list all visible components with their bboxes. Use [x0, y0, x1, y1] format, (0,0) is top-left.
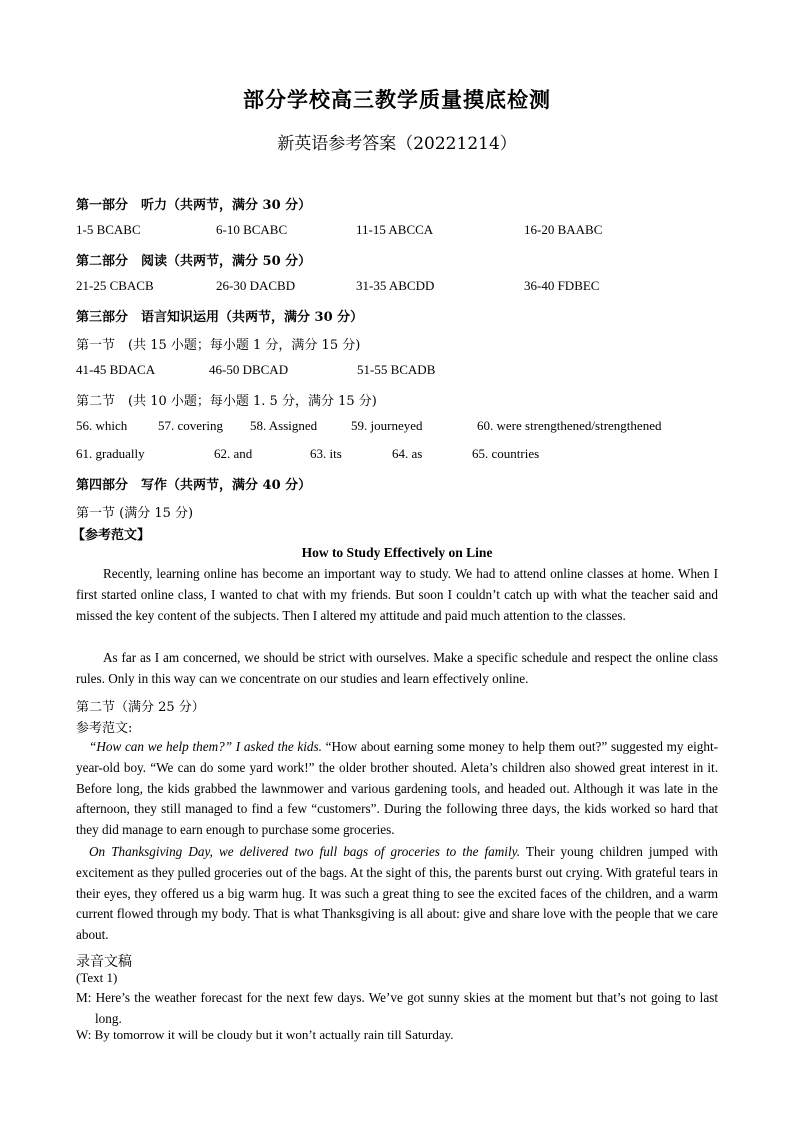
- continuation-paragraph-2: On Thanksgiving Day, we delivered two full bags of groceries to the family. Their young children jumped with excitement as they pulled groceries out of the bags. At the sight of this, the parents burst out crying. With grateful tears in their eyes, they offered us a big warm hug. It was such a great thing to see the excited faces of the children, and a warm current flowed through my body. That is what Thanksgiving is all about: give and share love with the people that we care about.: [76, 844, 719, 943]
- part4-heading: 第四部分 写作（共两节，满分 40 分）: [76, 478, 312, 493]
- part3-s1-answer-1: 41-45 BDACA: [76, 362, 156, 377]
- page-title: 部分学校高三教学质量摸底检测: [243, 87, 551, 112]
- cloze-answer-62: 62. and: [214, 446, 253, 461]
- part2-heading: 第二部分 阅读（共两节，满分 50 分）: [76, 254, 312, 269]
- part2-answer-1: 21-25 CBACB: [76, 278, 154, 293]
- essay-paragraph-1: Recently, learning online has become an important way to study. We had to attend online classes at home. When I first started online class, I wanted to chat with my friends. But soon I couldn’t catch up with what the teacher said and missed the key content of the subjects. Then I altered my attitude and paid much attention to the classes.: [76, 566, 718, 623]
- continuation-paragraph-1: “How can we help them?” I asked the kids. “How about earning some money to help them out?” suggested my eight-year-old boy. “We can do some yard work!” the older brother shouted. Aleta’s children also showed great interest in it. Before long, the kids grabbed the lawnmower and various gardening tools, and headed out. Although it was late in the afternoon, they still managed to find a few “customers”. During the following three days, the kids worked so hard that they did manage to earn enough to purchase some groceries.: [76, 739, 718, 838]
- transcript-heading: 录音文稿: [76, 954, 132, 970]
- part2-answer-2: 26-30 DACBD: [216, 278, 296, 293]
- cloze-answer-64: 64. as: [392, 446, 423, 461]
- cloze-answer-58: 58. Assigned: [250, 418, 318, 433]
- cloze-answer-60: 60. were strengthened/strengthened: [477, 418, 662, 433]
- paragraph-lead-2: On Thanksgiving Day, we delivered two full bags of groceries to the family.: [89, 844, 521, 859]
- part3-section2-heading: 第二节 (共 10 小题；每小题 1. 5 分，满分 15 分): [76, 394, 377, 409]
- page-subtitle: 新英语参考答案（20221214）: [277, 134, 517, 154]
- part1-answer-3: 11-15 ABCCA: [356, 222, 434, 237]
- part1-answer-2: 6-10 BCABC: [216, 222, 288, 237]
- part4-section2-heading: 第二节（满分 25 分）: [76, 700, 205, 715]
- essay-title: How to Study Effectively on Line: [301, 545, 493, 560]
- part1-heading: 第一部分 听力（共两节，满分 30 分）: [76, 198, 312, 213]
- essay-paragraph-2: As far as I am concerned, we should be strict with ourselves. Make a specific schedule and respect the online class rules. Only in this way can we concentrate on our studies and learn effectively online.: [76, 650, 718, 686]
- part1-answer-4: 16-20 BAABC: [524, 222, 603, 237]
- part3-s1-answer-3: 51-55 BCADB: [357, 362, 436, 377]
- transcript-line-m: M: Here’s the weather forecast for the next few days. We’ve got sunny skies at the moment but that’s not going to last long.: [76, 990, 718, 1026]
- cloze-answer-65: 65. countries: [472, 446, 540, 461]
- part1-answer-1: 1-5 BCABC: [76, 222, 141, 237]
- part3-section1-heading: 第一节 (共 15 小题；每小题 1 分，满分 15 分): [76, 338, 361, 353]
- cloze-answer-56: 56. which: [76, 418, 128, 433]
- cloze-answer-63: 63. its: [310, 446, 342, 461]
- sample-essay-label: 【参考范文】: [72, 528, 151, 543]
- cloze-answer-59: 59. journeyed: [351, 418, 423, 433]
- part2-answer-4: 36-40 FDBEC: [524, 278, 600, 293]
- transcript-line-w: W: By tomorrow it will be cloudy but it won’t actually rain till Saturday.: [76, 1027, 454, 1042]
- cloze-answer-57: 57. covering: [158, 418, 223, 433]
- part3-s1-answer-2: 46-50 DBCAD: [209, 362, 289, 377]
- sample-continuation-label: 参考范文:: [76, 721, 133, 736]
- part3-heading: 第三部分 语言知识运用（共两节，满分 30 分）: [76, 310, 364, 325]
- paragraph-lead-1: “How can we help them?” I asked the kids.: [89, 739, 322, 754]
- part4-section1-heading: 第一节 (满分 15 分): [76, 506, 194, 521]
- transcript-text-label: (Text 1): [76, 970, 118, 985]
- part2-answer-3: 31-35 ABCDD: [356, 278, 435, 293]
- cloze-answer-61: 61. gradually: [76, 446, 145, 461]
